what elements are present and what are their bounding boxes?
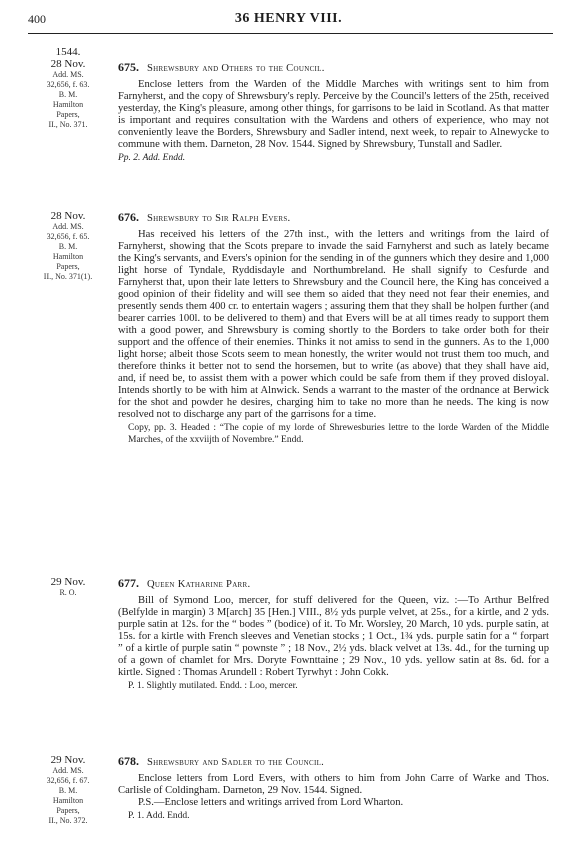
entry-body bbox=[118, 754, 549, 822]
entry-year: 1544. bbox=[55, 46, 81, 58]
source-line: Papers, bbox=[56, 110, 80, 119]
source-line: B. M. bbox=[58, 242, 78, 251]
entry-margin bbox=[28, 754, 108, 826]
entry-number: 676. bbox=[118, 210, 139, 224]
entry-text: Enclose letters from the Warden of the Middle Marches with writings sent to him from Farnyherst, and the copy of Shrewsbury's reply. Perceive by the Council's letters of the 25th, received yesterday, the King's pleasure, among other things, for garrisons to be laid in Scotland. As that matter is important and requires consultation with the Wardens and others of experience, who may not conveniently leave the Borders, Shrewsbury and Sadler intend, next week, to repair to Alnewycke to commune with them. Darneton, 28 Nov. 1544. Signed by Shrewsbury, Tunstall and Sadler. bbox=[118, 79, 549, 150]
running-title: 36 HENRY VIII. bbox=[234, 11, 343, 26]
source-line: 32,656, f. 67. bbox=[46, 776, 90, 785]
entry-heading bbox=[118, 576, 549, 592]
entry-date: 29 Nov. bbox=[50, 754, 86, 766]
source-line: Hamilton bbox=[52, 252, 84, 261]
entry-title: Shrewsbury and Others to the Council. bbox=[146, 63, 325, 74]
source-line: Papers, bbox=[56, 806, 80, 815]
entry-note: Copy, pp. 3. Headed : “The copie of my lorde of Shrewesburies lettre to the lorde Warden of the Middle Marches, of the xxviijth of Novembre.” Endd. bbox=[128, 423, 549, 445]
source-line: Add. MS. bbox=[52, 70, 84, 79]
source-line: II., No. 371. bbox=[48, 120, 88, 129]
entry-heading bbox=[118, 754, 549, 770]
source-line: Hamilton bbox=[52, 796, 84, 805]
source-line: II., No. 372. bbox=[48, 816, 88, 825]
source-line: R. O. bbox=[59, 588, 77, 597]
entry-margin bbox=[28, 46, 108, 130]
source-line: B. M. bbox=[58, 90, 78, 99]
source-line: 32,656, f. 65. bbox=[46, 232, 90, 241]
entry-text: Enclose letters from Lord Evers, with others to him from John Carre of Warke and Thos. Carlisle of Coldingham. Darneton, 29 Nov. 1544. Signed. bbox=[118, 773, 549, 796]
entry-margin bbox=[28, 210, 108, 282]
entry-title: Queen Katharine Parr. bbox=[146, 579, 251, 590]
entry-number: 678. bbox=[118, 754, 139, 768]
entry-body bbox=[118, 60, 549, 164]
page-header bbox=[28, 10, 549, 30]
entry-note: Pp. 2. Add. Endd. bbox=[118, 153, 186, 163]
source-line: 32,656, f. 63. bbox=[46, 80, 90, 89]
source-line: Hamilton bbox=[52, 100, 84, 109]
entry-note: P. 1. Slightly mutilated. Endd. : Loo, mercer. bbox=[128, 681, 298, 691]
entry-text: Bill of Symond Loo, mercer, for stuff delivered for the Queen, viz. :—To Arthur Belfred (Belfylde in margin) 3 M[arch] 35 [Hen.] VIII., 8½ yds purple velvet, at 25s., for a kirtle, and 2 yds. purple satin at 12s. for the “ bodes ” (bodice) of it. To Mr. Worsley, 20 March, 10 yds. purple satin, at 15s. for a kirtle with French sleeves and Venetian stocks ; 1 Oct., 1¾ yds. purple satin for a “ forpart ” of a kirtle of purple satin “ pownste ” ; 18 Nov., 2½ yds. black velvet at 13s. 4d., for the turning up of a gown of chamlet for Mrs. Doryte Fownttaine ; 29 Nov., 10 yds. yellow satin at 8s. 6d. for a kirtle. Signed : Thomas Arundell : Robert Tyrwhyt : John Cokk. bbox=[118, 595, 549, 678]
entry-postscript: P.S.—Enclose letters and writings arrived from Lord Wharton. bbox=[138, 797, 404, 808]
entry-date: 28 Nov. bbox=[50, 58, 86, 70]
page-number: 400 bbox=[28, 12, 46, 26]
entry-text: Has received his letters of the 27th inst., with the letters and writings from the laird of Farnyherst, showing that the Scots prepare to invade the said Farnyherst and such as lately became the King's servants, and Evers's opinion for the sending in of the gunners which they desire and 1,000 light horse of Tyndale, Ryddisdayle and Northumbreland. He shall signify to Cesfurde and Farnyherst that, upon their late letters to Shrewsbury and the Council here, the King has conceived a good opinion of their fidelity and will see them so aided that they need not fear their enemies, and presently sends them 400 cr. to entertain wagers ; assuring them that they shall be holpen further (and bearer carries 100l. to be delivered to them) and that Evers will be at all times ready to support them with a good power, and Shrewsbury is coming shortly to the Borders to take order both for their support and the offence of their enemies. Thinks it not amiss to send in the gunners. As to the 1,000 light horse; albeit those Scots seem to mean honestly, the writer would not trust them too much, and therefore thinks it better not to send the horsemen, but to write (as above) that they shall have aid, and, if need be, to assist them with a power which could be safe from them if they proved disloyal. Intends shortly to be with him at Alnwick. Sends a warrant to the master of the ordnance at Berwick for the shot and powder he desires, charging him to take no more than he needs. The king is now resolved not to discharge any part of the garrisons for a time. bbox=[118, 229, 549, 420]
entry-heading bbox=[118, 210, 549, 226]
entry-margin bbox=[28, 576, 108, 598]
entry-body bbox=[118, 576, 549, 692]
entry-date: 29 Nov. bbox=[50, 576, 86, 588]
source-line: Papers, bbox=[56, 262, 80, 271]
entry-note: P. 1. Add. Endd. bbox=[128, 811, 190, 821]
entry-body bbox=[118, 210, 549, 446]
entry-number: 677. bbox=[118, 576, 139, 590]
entry-title: Shrewsbury and Sadler to the Council. bbox=[146, 757, 325, 768]
entry-number: 675. bbox=[118, 60, 139, 74]
entry-heading bbox=[118, 60, 549, 76]
header-rule bbox=[28, 33, 553, 34]
source-line: Add. MS. bbox=[52, 222, 84, 231]
source-line: B. M. bbox=[58, 786, 78, 795]
source-line: Add. MS. bbox=[52, 766, 84, 775]
entry-title: Shrewsbury to Sir Ralph Evers. bbox=[146, 213, 291, 224]
source-line: II., No. 371(1). bbox=[43, 272, 93, 281]
entry-date: 28 Nov. bbox=[50, 210, 86, 222]
